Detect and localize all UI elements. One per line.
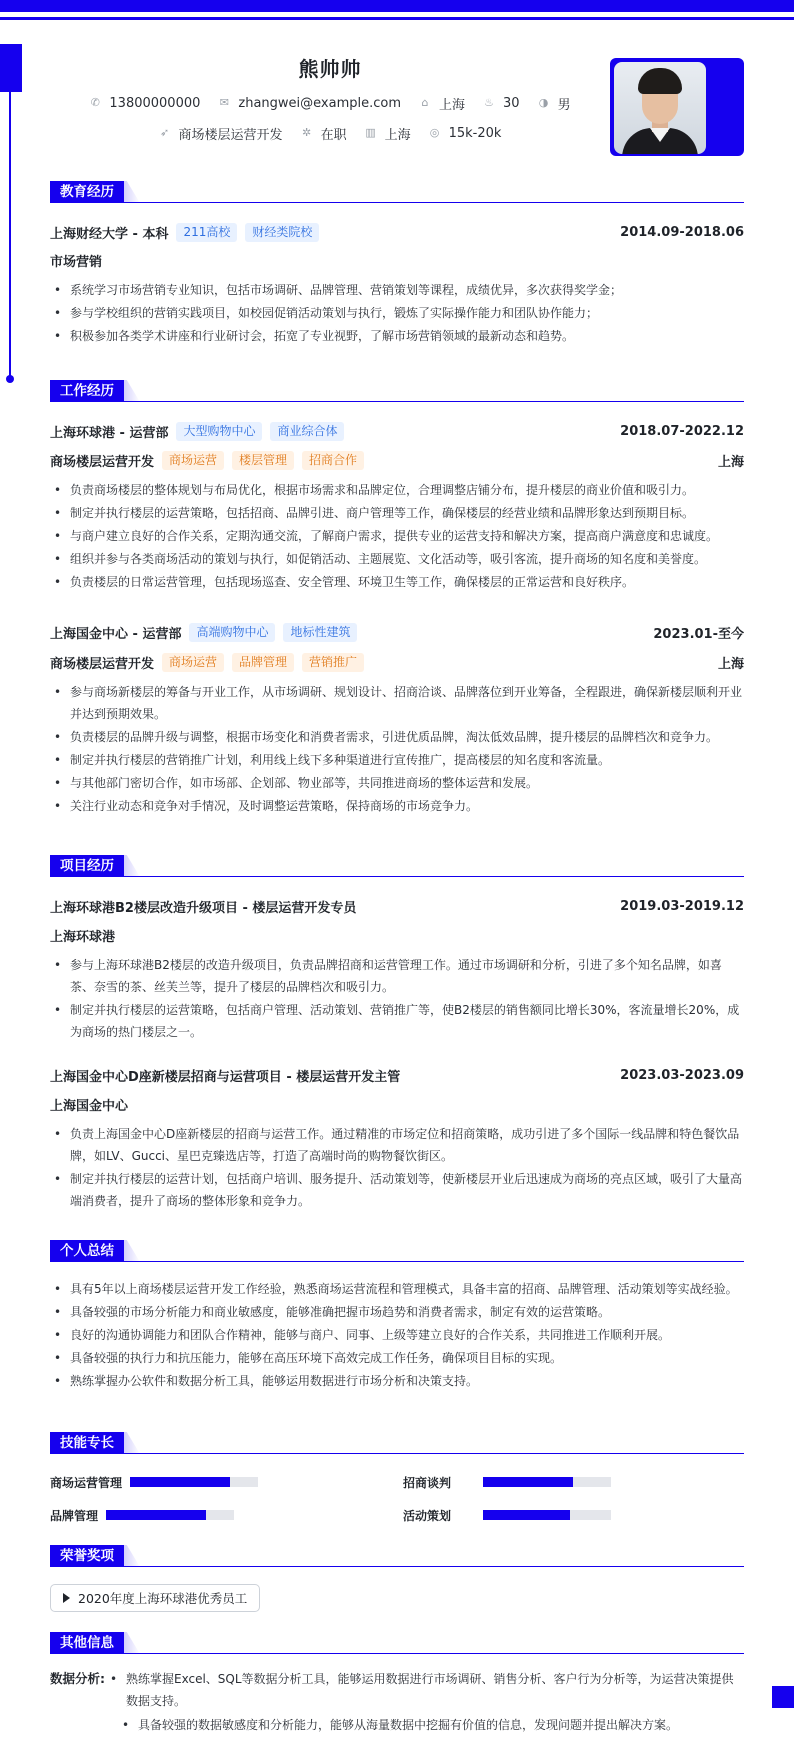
company-tag: 商业综合体: [270, 422, 344, 441]
corner-accent-block: [772, 1686, 794, 1708]
project-org: 上海环球港: [50, 929, 116, 945]
other-section: [50, 1632, 744, 1654]
phone-item: [89, 96, 200, 111]
resume-header: [50, 52, 610, 146]
company-tag: 高端购物中心: [189, 623, 275, 642]
age-text: 30: [503, 95, 520, 111]
send-icon: ➶: [159, 126, 170, 139]
work-section: [50, 380, 744, 402]
work-bullets: [50, 681, 744, 818]
school-tag: 财经类院校: [245, 223, 319, 242]
role-tag: 营销推广: [302, 653, 364, 672]
building-icon: ▥: [365, 126, 376, 139]
education-header-row: [50, 220, 744, 244]
list-item: • 参与商场新楼层的筹备与开业工作，从市场调研、规划设计、招商洽谈、品牌落位到开业筹备，全程跟进，确保新楼层顺利开业并达到预期效果。: [50, 681, 744, 725]
work-company-row: [50, 419, 744, 443]
skill-item: [403, 1472, 611, 1492]
project-org-row: [50, 923, 744, 947]
list-item: • 与其他部门密切合作，如市场部、企划部、物业部等，共同推进商场的整体运营和发展。: [50, 772, 744, 794]
target-city-item: [365, 124, 411, 143]
gear-icon: ✲: [301, 126, 312, 139]
list-item: • 负责楼层的日常运营管理，包括现场巡查、安全管理、环境卫生等工作，确保楼层的正常运营和良好秩序。: [50, 571, 744, 593]
phone-text: 13800000000: [109, 95, 201, 111]
skill-row: [50, 1472, 744, 1492]
side-accent-dot: [6, 375, 14, 383]
skill-bar-fill: [483, 1477, 573, 1487]
list-item: • 关注行业动态和竞争对手情况，及时调整运营策略，保持商场的市场竞争力。: [50, 795, 744, 817]
role-tag: 商场运营: [162, 451, 224, 470]
play-triangle-icon: [63, 1593, 70, 1603]
award-text: 2020年度上海环球港优秀员工: [78, 1591, 248, 1606]
section-title-tail: [118, 380, 140, 402]
cake-icon: ♨: [484, 96, 494, 109]
section-header: [50, 1545, 744, 1567]
target-city-text: 上海: [384, 127, 411, 143]
summary-section: [50, 1240, 744, 1262]
work-bullets: [50, 479, 744, 594]
major: 市场营销: [50, 254, 103, 270]
status-item: [301, 124, 347, 143]
company-name: 上海环球港 - 运营部: [50, 425, 169, 441]
education-bullets: [50, 279, 744, 348]
salary-text: 15k-20k: [448, 125, 502, 141]
phone-icon: ✆: [90, 96, 101, 109]
skill-bar-fill: [106, 1510, 206, 1520]
list-item: • 制定并执行楼层的运营计划，包括商户培训、服务提升、活动策划等，使新楼层开业后迅速成为商场的亮点区域，吸引了大量高端消费者，提升了商场的整体形象和竞争力。: [50, 1168, 744, 1212]
education-section: [50, 181, 744, 203]
side-accent-block: [0, 44, 22, 92]
list-item: • 熟练掌握Excel、SQL等数据分析工具，能够运用数据进行市场调研、销售分析、客户行为分析等，为运营决策提供数据支持。: [104, 1668, 744, 1712]
project-bullets: [50, 1123, 744, 1213]
role-name: 商场楼层运营开发: [50, 454, 155, 470]
gender-text: 男: [557, 97, 571, 113]
skill-name: 品牌管理: [50, 1508, 99, 1523]
mail-icon: ✉: [219, 96, 229, 109]
role-tag: 品牌管理: [232, 653, 294, 672]
side-accent-line: [9, 92, 11, 377]
summary-bullets: [50, 1278, 744, 1393]
list-item: • 负责楼层的品牌升级与调整，根据市场变化和消费者需求，引进优质品牌，淘汰低效品牌，提升楼层的品牌档次和竞争力。: [50, 726, 744, 748]
contact-row: [50, 90, 610, 116]
work-location: 上海: [717, 656, 744, 672]
top-accent-bar: [0, 0, 794, 12]
salary-item: [429, 126, 502, 141]
skill-item: [50, 1505, 234, 1525]
project-title: 上海环球港B2楼层改造升级项目 - 楼层运营开发专员: [50, 900, 357, 916]
work-date: 2023.01-至今: [653, 626, 744, 642]
role-tag: 商场运营: [162, 653, 224, 672]
skills-section: [50, 1432, 744, 1454]
work-location: 上海: [717, 454, 744, 470]
list-item: • 具备较强的数据敏感度和分析能力，能够从海量数据中挖掘有价值的信息，发现问题并提出解决方案。: [104, 1714, 744, 1736]
home-icon: ⌂: [421, 96, 429, 109]
role-tag: 招商合作: [302, 451, 364, 470]
city-text: 上海: [439, 97, 466, 113]
project-org-row: [50, 1092, 744, 1116]
skill-bar: [106, 1510, 234, 1520]
section-header: [50, 1432, 744, 1454]
skill-item: [50, 1472, 258, 1492]
skill-bar-fill: [130, 1477, 230, 1487]
section-title: 项目经历: [50, 855, 124, 877]
section-title: 工作经历: [50, 380, 124, 402]
list-item: • 系统学习市场营销专业知识，包括市场调研、品牌管理、营销策划等课程，成绩优异，多次获得奖学金；: [50, 279, 744, 301]
list-item: • 制定并执行楼层的营销推广计划，利用线上线下多种渠道进行宣传推广，提高楼层的知名度和客流量。: [50, 749, 744, 771]
candidate-name: 熊帅帅: [298, 57, 362, 81]
job-text: 商场楼层运营开发: [178, 127, 283, 143]
section-title-tail: [118, 1545, 140, 1567]
education-date: 2014.09-2018.06: [620, 224, 744, 240]
project-org: 上海国金中心: [50, 1098, 129, 1114]
skill-bar: [130, 1477, 258, 1487]
list-item: • 参与学校组织的营销实践项目，如校园促销活动策划与执行，锻炼了实际操作能力和团队协作能力；: [50, 302, 744, 324]
list-item: • 具有5年以上商场楼层运营开发工作经验，熟悉商场运营流程和管理模式，具备丰富的招商、品牌管理、活动策划等实战经验。: [50, 1278, 744, 1300]
skill-name: 招商谈判: [403, 1475, 452, 1490]
other-label: 数据分析:: [50, 1671, 105, 1686]
photo-frame: [610, 58, 744, 156]
list-item: • 组织并参与各类商场活动的策划与执行，如促销活动、主题展览、文化活动等，吸引客流，提升商场的知名度和美誉度。: [50, 548, 744, 570]
section-title-tail: [118, 1432, 140, 1454]
skill-item: [403, 1505, 611, 1525]
project-title: 上海国金中心D座新楼层招商与运营项目 - 楼层运营开发主管: [50, 1069, 401, 1085]
skill-name: 活动策划: [403, 1508, 452, 1523]
school-tag: 211高校: [176, 223, 237, 242]
list-item: • 制定并执行楼层的运营策略，包括商户管理、活动策划、营销推广等，使B2楼层的销售额同比增长30%，客流量增长20%，成为商场的热门楼层之一。: [50, 999, 744, 1043]
email-text: zhangwei@example.com: [238, 95, 402, 111]
school-name: 上海财经大学 - 本科: [50, 226, 169, 242]
list-item: • 具备较强的市场分析能力和商业敏感度，能够准确把握市场趋势和消费者需求，制定有效的运营策略。: [50, 1301, 744, 1323]
work-role-row: [50, 650, 744, 674]
award-chip: [50, 1584, 260, 1612]
section-title-tail: [118, 1632, 140, 1654]
gender-icon: ◑: [538, 96, 549, 109]
skill-bar-fill: [483, 1510, 570, 1520]
other-bullets: [104, 1668, 744, 1738]
role-tag: 楼层管理: [232, 451, 294, 470]
skill-bar: [483, 1477, 611, 1487]
projects-section: [50, 855, 744, 877]
major-row: [50, 248, 744, 272]
section-header: [50, 380, 744, 402]
company-tag: 地标性建筑: [283, 623, 357, 642]
skill-name: 商场运营管理: [50, 1475, 123, 1490]
skill-row: [50, 1505, 744, 1525]
gender-item: [538, 94, 571, 113]
company-tag: 大型购物中心: [176, 422, 262, 441]
list-item: • 良好的沟通协调能力和团队合作精神，能够与商户、同事、上级等建立良好的合作关系，共同推进工作顺利开展。: [50, 1324, 744, 1346]
intent-row: [50, 120, 610, 146]
list-item: • 负责上海国金中心D座新楼层的招商与运营工作。通过精准的市场定位和招商策略，成功引进了多个国际一线品牌和特色餐饮品牌，如LV、Gucci、星巴克臻选店等，打造了高端时尚的购物餐饮街区。: [50, 1123, 744, 1167]
list-item: • 与商户建立良好的合作关系，定期沟通交流，了解商户需求，提供专业的运营支持和解决方案，提高商户满意度和忠诚度。: [50, 525, 744, 547]
list-item: • 负责商场楼层的整体规划与布局优化，根据市场需求和品牌定位，合理调整店铺分布，提升楼层的商业价值和吸引力。: [50, 479, 744, 501]
section-title: 教育经历: [50, 181, 124, 203]
company-name: 上海国金中心 - 运营部: [50, 626, 182, 642]
section-header: [50, 181, 744, 203]
section-header: [50, 1240, 744, 1262]
role-name: 商场楼层运营开发: [50, 656, 155, 672]
list-item: • 制定并执行楼层的运营策略，包括招商、品牌引进、商户管理等工作，确保楼层的经营业绩和品牌形象达到预期目标。: [50, 502, 744, 524]
top-accent-line: [0, 17, 794, 20]
project-header-row: [50, 894, 744, 918]
list-item: • 具备较强的执行力和抗压能力，能够在高压环境下高效完成工作任务，确保项目目标的实现。: [50, 1347, 744, 1369]
project-date: 2019.03-2019.12: [620, 898, 744, 914]
work-company-row: [50, 620, 744, 644]
section-title: 技能专长: [50, 1432, 124, 1454]
work-role-row: [50, 448, 744, 472]
section-title: 个人总结: [50, 1240, 124, 1262]
project-header-row: [50, 1063, 744, 1087]
section-header: [50, 855, 744, 877]
section-title-tail: [118, 181, 140, 203]
status-text: 在职: [320, 127, 347, 143]
list-item: • 参与上海环球港B2楼层的改造升级项目，负责品牌招商和运营管理工作。通过市场调研和分析，引进了多个知名品牌，如喜茶、奈雪的茶、丝芙兰等，提升了楼层的品牌档次和吸引力。: [50, 954, 744, 998]
list-item: • 积极参加各类学术讲座和行业研讨会，拓宽了专业视野，了解市场营销领域的最新动态和趋势。: [50, 325, 744, 347]
section-title-tail: [118, 855, 140, 877]
section-title-tail: [118, 1240, 140, 1262]
city-item: [419, 94, 465, 113]
skill-bar: [483, 1510, 611, 1520]
avatar: [614, 62, 706, 154]
job-item: [159, 124, 283, 143]
project-bullets: [50, 954, 744, 1044]
list-item: • 熟练掌握办公软件和数据分析工具，能够运用数据进行市场分析和决策支持。: [50, 1370, 744, 1392]
work-date: 2018.07-2022.12: [620, 423, 744, 439]
awards-section: [50, 1545, 744, 1567]
project-date: 2023.03-2023.09: [620, 1067, 744, 1083]
section-title: 荣誉奖项: [50, 1545, 124, 1567]
email-item: [218, 96, 401, 111]
section-title: 其他信息: [50, 1632, 124, 1654]
age-item: [483, 96, 520, 111]
coin-icon: ◎: [429, 126, 440, 139]
section-header: [50, 1632, 744, 1654]
